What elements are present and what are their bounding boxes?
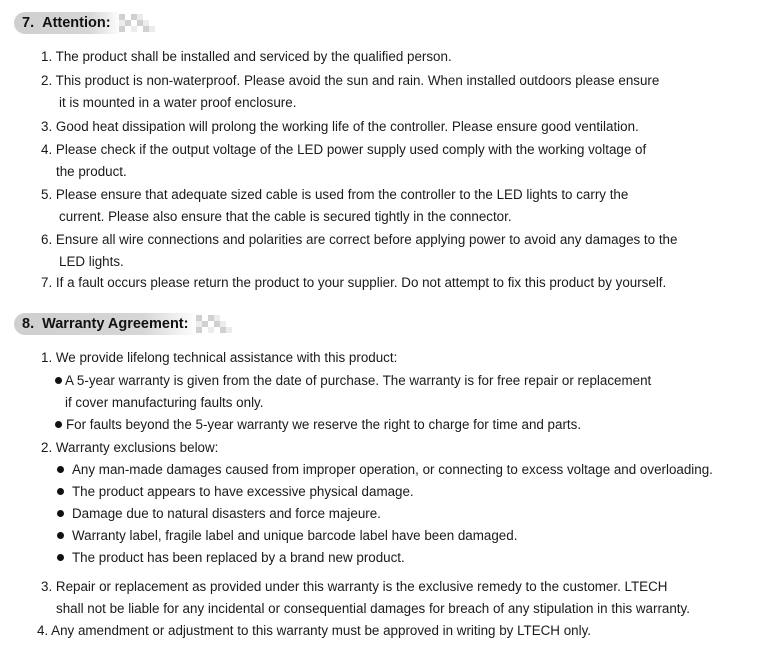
attention-item-6: 6. Ensure all wire connections and polarities are correct before applying power to avoid any damages to the xyxy=(41,232,678,247)
warranty-item-3: 3. Repair or replacement as provided under this warranty is the exclusive remedy to the customer. LTECH xyxy=(41,579,668,594)
warranty-item-1-bullet-2: For faults beyond the 5-year warranty we reserve the right to charge for time and parts. xyxy=(55,417,581,433)
bullet-icon xyxy=(57,466,64,473)
section-7-title-bar xyxy=(14,12,121,34)
attention-item-4-cont: the product. xyxy=(56,164,127,179)
exclusion-item: Warranty label, fragile label and unique barcode label have been damaged. xyxy=(57,528,517,544)
warranty-item-1-bullet-1-cont: if cover manufacturing faults only. xyxy=(65,395,264,410)
section-8-title-bar xyxy=(14,313,198,335)
section-8-header xyxy=(14,313,232,335)
exclusion-item: The product has been replaced by a brand new product. xyxy=(57,550,405,566)
exclusion-item: Damage due to natural disasters and force majeure. xyxy=(57,506,381,522)
bullet-icon xyxy=(55,421,62,428)
warranty-item-2: 2. Warranty exclusions below: xyxy=(41,440,219,455)
bullet-icon xyxy=(57,510,64,517)
attention-item-1: 1. The product shall be installed and serviced by the qualified person. xyxy=(41,49,452,64)
bullet-icon xyxy=(57,488,64,495)
attention-item-3: 3. Good heat dissipation will prolong the working life of the controller. Please ensure good ventilation. xyxy=(41,119,639,134)
bullet-icon xyxy=(57,554,64,561)
attention-item-2-cont: it is mounted in a water proof enclosure. xyxy=(59,95,297,110)
bullet-icon xyxy=(57,532,64,539)
attention-item-5: 5. Please ensure that adequate sized cable is used from the controller to the LED lights to carry the xyxy=(41,187,629,202)
exclusion-item: The product appears to have excessive physical damage. xyxy=(57,484,414,500)
attention-item-2: 2. This product is non-waterproof. Please avoid the sun and rain. When installed outdoors please ensure xyxy=(41,73,660,88)
exclusion-item: Any man-made damages caused from improper operation, or connecting to excess voltage and overloading. xyxy=(57,462,713,478)
warranty-item-1: 1. We provide lifelong technical assistance with this product: xyxy=(41,350,398,365)
section-7-number: 7. xyxy=(22,15,35,31)
warranty-item-4: 4. Any amendment or adjustment to this warranty must be approved in writing by LTECH only. xyxy=(37,623,591,638)
decorative-checker-pattern xyxy=(196,315,232,333)
section-8-title: Warranty Agreement: xyxy=(42,316,189,332)
bullet-icon xyxy=(55,377,62,384)
attention-item-6-cont: LED lights. xyxy=(59,254,124,269)
decorative-checker-pattern xyxy=(119,14,155,32)
attention-item-7: 7. If a fault occurs please return the product to your supplier. Do not attempt to fix this product by yourself. xyxy=(41,275,667,290)
section-7-title: Attention: xyxy=(42,15,111,31)
attention-item-4: 4. Please check if the output voltage of the LED power supply used comply with the working voltage of xyxy=(41,142,647,157)
warranty-item-1-bullet-1: A 5-year warranty is given from the date of purchase. The warranty is for free repair or replacement xyxy=(55,373,651,389)
section-7-header xyxy=(14,12,155,34)
attention-item-5-cont: current. Please also ensure that the cable is secured tightly in the connector. xyxy=(59,209,512,224)
warranty-item-3-cont: shall not be liable for any incidental or consequential damages for breach of any stipulation in this warranty. xyxy=(56,601,690,616)
section-8-number: 8. xyxy=(22,316,35,332)
